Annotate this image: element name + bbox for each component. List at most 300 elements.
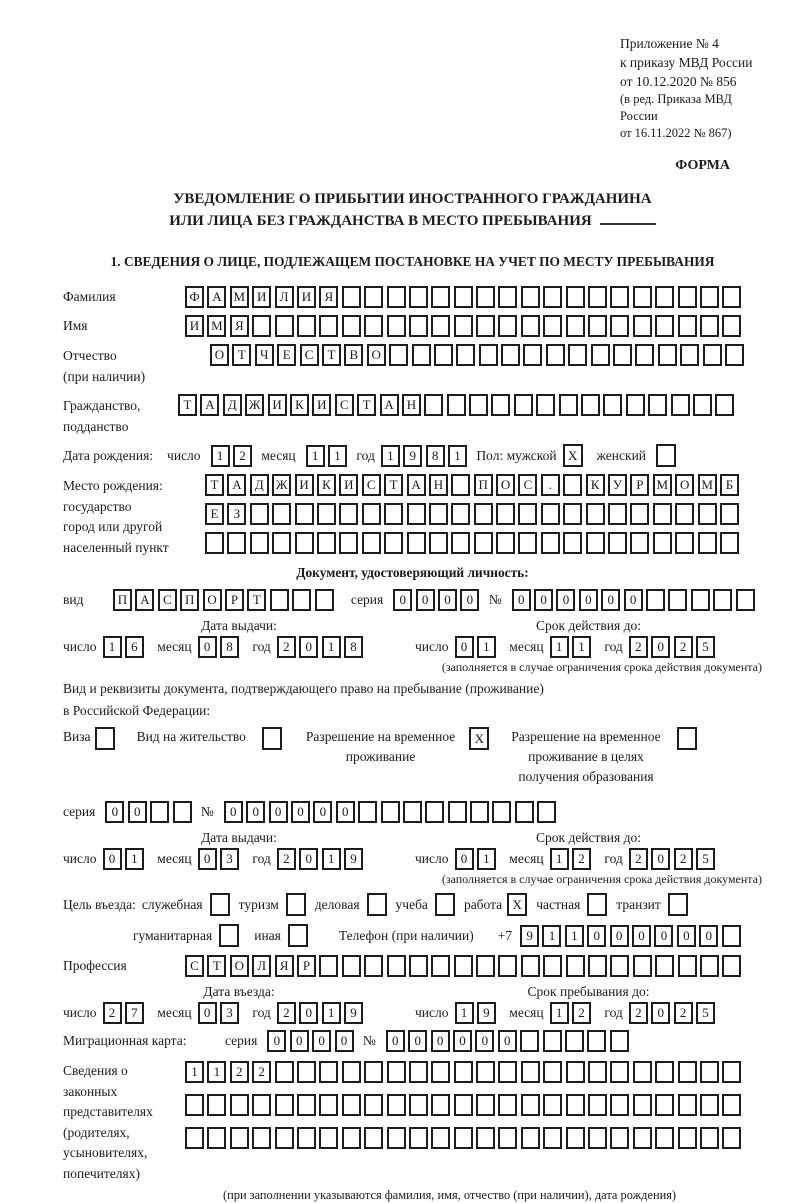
char-cell[interactable] [339, 532, 358, 554]
char-cell[interactable]: П [113, 589, 132, 611]
char-cell[interactable] [387, 1061, 406, 1083]
char-cell[interactable] [566, 1061, 585, 1083]
char-cell[interactable]: О [367, 344, 386, 366]
char-cell[interactable] [646, 589, 665, 611]
char-cell[interactable]: И [312, 394, 331, 416]
char-cell[interactable] [700, 1127, 719, 1149]
char-cell[interactable] [633, 1127, 652, 1149]
char-cell[interactable] [565, 1030, 584, 1052]
char-cell[interactable] [678, 955, 697, 977]
char-cell[interactable]: 1 [477, 848, 496, 870]
char-cell[interactable] [319, 315, 338, 337]
char-cell[interactable]: К [586, 474, 605, 496]
char-cell[interactable] [610, 315, 629, 337]
char-cell[interactable]: 9 [477, 1002, 496, 1024]
char-cell[interactable] [491, 394, 510, 416]
char-cell[interactable] [655, 286, 674, 308]
purpose-transit-checkbox[interactable] [668, 893, 688, 916]
char-cell[interactable] [185, 1094, 204, 1116]
char-cell[interactable] [384, 503, 403, 525]
char-cell[interactable] [454, 1094, 473, 1116]
char-cell[interactable] [295, 503, 314, 525]
char-cell[interactable] [543, 1127, 562, 1149]
char-cell[interactable]: 0 [335, 1030, 354, 1052]
char-cell[interactable]: Р [630, 474, 649, 496]
char-cell[interactable]: У [608, 474, 627, 496]
char-cell[interactable]: Л [252, 955, 271, 977]
char-cell[interactable] [409, 315, 428, 337]
char-cell[interactable]: 0 [651, 848, 670, 870]
char-cell[interactable]: 0 [453, 1030, 472, 1052]
char-cell[interactable] [230, 1127, 249, 1149]
char-cell[interactable]: О [210, 344, 229, 366]
char-cell[interactable]: 0 [498, 1030, 517, 1052]
char-cell[interactable]: А [207, 286, 226, 308]
char-cell[interactable] [591, 344, 610, 366]
char-cell[interactable]: Т [232, 344, 251, 366]
char-cell[interactable] [725, 344, 744, 366]
char-cell[interactable] [496, 532, 515, 554]
char-cell[interactable]: 0 [299, 1002, 318, 1024]
char-cell[interactable]: М [230, 286, 249, 308]
char-cell[interactable]: Т [357, 394, 376, 416]
char-cell[interactable] [479, 344, 498, 366]
char-cell[interactable]: И [185, 315, 204, 337]
char-cell[interactable] [498, 315, 517, 337]
char-cell[interactable] [698, 532, 717, 554]
char-cell[interactable] [566, 286, 585, 308]
char-cell[interactable]: 1 [565, 925, 584, 947]
char-cell[interactable] [381, 801, 400, 823]
char-cell[interactable]: 1 [322, 1002, 341, 1024]
char-cell[interactable] [476, 1094, 495, 1116]
char-cell[interactable]: 1 [207, 1061, 226, 1083]
char-cell[interactable] [541, 503, 560, 525]
char-cell[interactable] [431, 955, 450, 977]
char-cell[interactable] [563, 474, 582, 496]
char-cell[interactable] [207, 1127, 226, 1149]
purpose-other-checkbox[interactable] [288, 924, 308, 947]
char-cell[interactable]: 1 [322, 636, 341, 658]
char-cell[interactable]: 2 [629, 848, 648, 870]
char-cell[interactable]: А [407, 474, 426, 496]
char-cell[interactable]: К [317, 474, 336, 496]
char-cell[interactable] [364, 955, 383, 977]
char-cell[interactable] [703, 344, 722, 366]
char-cell[interactable] [498, 955, 517, 977]
char-cell[interactable] [270, 589, 289, 611]
char-cell[interactable] [678, 286, 697, 308]
char-cell[interactable] [518, 503, 537, 525]
char-cell[interactable] [250, 532, 269, 554]
char-cell[interactable] [586, 503, 605, 525]
char-cell[interactable] [671, 394, 690, 416]
char-cell[interactable]: Е [277, 344, 296, 366]
char-cell[interactable]: Я [319, 286, 338, 308]
char-cell[interactable] [476, 286, 495, 308]
char-cell[interactable]: 9 [344, 848, 363, 870]
char-cell[interactable] [722, 286, 741, 308]
char-cell[interactable]: 1 [572, 636, 591, 658]
char-cell[interactable]: А [227, 474, 246, 496]
char-cell[interactable] [454, 315, 473, 337]
char-cell[interactable] [451, 532, 470, 554]
char-cell[interactable] [588, 315, 607, 337]
char-cell[interactable] [297, 1127, 316, 1149]
char-cell[interactable] [207, 1094, 226, 1116]
char-cell[interactable] [492, 801, 511, 823]
char-cell[interactable] [496, 503, 515, 525]
char-cell[interactable] [559, 394, 578, 416]
char-cell[interactable]: 0 [312, 1030, 331, 1052]
char-cell[interactable]: 1 [211, 445, 230, 467]
char-cell[interactable] [515, 801, 534, 823]
char-cell[interactable]: 0 [438, 589, 457, 611]
char-cell[interactable]: 0 [198, 1002, 217, 1024]
char-cell[interactable]: И [297, 286, 316, 308]
char-cell[interactable] [610, 286, 629, 308]
char-cell[interactable]: 1 [542, 925, 561, 947]
char-cell[interactable]: С [362, 474, 381, 496]
char-cell[interactable] [543, 955, 562, 977]
char-cell[interactable] [403, 801, 422, 823]
purpose-study-checkbox[interactable] [435, 893, 455, 916]
char-cell[interactable] [292, 589, 311, 611]
char-cell[interactable] [454, 1127, 473, 1149]
char-cell[interactable] [521, 1061, 540, 1083]
char-cell[interactable]: 1 [550, 636, 569, 658]
char-cell[interactable]: 1 [455, 1002, 474, 1024]
char-cell[interactable]: 1 [125, 848, 144, 870]
char-cell[interactable] [700, 1061, 719, 1083]
char-cell[interactable]: 0 [290, 1030, 309, 1052]
char-cell[interactable] [648, 394, 667, 416]
char-cell[interactable] [678, 1061, 697, 1083]
temp-permit-checkbox[interactable]: X [469, 727, 489, 750]
char-cell[interactable]: 1 [185, 1061, 204, 1083]
char-cell[interactable]: В [344, 344, 363, 366]
char-cell[interactable]: 8 [220, 636, 239, 658]
char-cell[interactable] [633, 1094, 652, 1116]
char-cell[interactable] [205, 532, 224, 554]
char-cell[interactable] [653, 503, 672, 525]
char-cell[interactable] [501, 344, 520, 366]
char-cell[interactable]: 2 [629, 1002, 648, 1024]
char-cell[interactable] [476, 1127, 495, 1149]
char-cell[interactable]: 2 [572, 848, 591, 870]
char-cell[interactable]: Ч [255, 344, 274, 366]
char-cell[interactable] [613, 344, 632, 366]
char-cell[interactable]: А [200, 394, 219, 416]
char-cell[interactable]: 2 [233, 445, 252, 467]
char-cell[interactable] [384, 532, 403, 554]
char-cell[interactable]: Т [205, 474, 224, 496]
char-cell[interactable] [470, 801, 489, 823]
male-checkbox[interactable]: X [563, 444, 583, 467]
char-cell[interactable] [364, 1061, 383, 1083]
char-cell[interactable] [387, 955, 406, 977]
char-cell[interactable] [387, 286, 406, 308]
char-cell[interactable]: А [380, 394, 399, 416]
char-cell[interactable] [319, 955, 338, 977]
char-cell[interactable]: С [518, 474, 537, 496]
char-cell[interactable]: 0 [651, 1002, 670, 1024]
char-cell[interactable]: 0 [313, 801, 332, 823]
char-cell[interactable]: 0 [579, 589, 598, 611]
char-cell[interactable]: 5 [696, 636, 715, 658]
char-cell[interactable]: З [227, 503, 246, 525]
char-cell[interactable]: 1 [322, 848, 341, 870]
char-cell[interactable] [498, 1127, 517, 1149]
char-cell[interactable]: М [653, 474, 672, 496]
char-cell[interactable] [389, 344, 408, 366]
char-cell[interactable] [173, 801, 192, 823]
char-cell[interactable] [498, 1094, 517, 1116]
char-cell[interactable] [691, 589, 710, 611]
char-cell[interactable] [720, 532, 739, 554]
char-cell[interactable] [518, 532, 537, 554]
char-cell[interactable] [425, 801, 444, 823]
char-cell[interactable]: 0 [224, 801, 243, 823]
char-cell[interactable] [185, 1127, 204, 1149]
char-cell[interactable]: 9 [344, 1002, 363, 1024]
char-cell[interactable]: 3 [220, 1002, 239, 1024]
char-cell[interactable]: 0 [128, 801, 147, 823]
char-cell[interactable]: 0 [455, 636, 474, 658]
char-cell[interactable] [317, 503, 336, 525]
char-cell[interactable] [633, 1061, 652, 1083]
char-cell[interactable]: Л [275, 286, 294, 308]
char-cell[interactable] [678, 1127, 697, 1149]
char-cell[interactable] [655, 1061, 674, 1083]
char-cell[interactable]: 0 [267, 1030, 286, 1052]
char-cell[interactable] [536, 394, 555, 416]
char-cell[interactable] [543, 1094, 562, 1116]
char-cell[interactable]: 1 [448, 445, 467, 467]
char-cell[interactable] [563, 503, 582, 525]
char-cell[interactable] [362, 532, 381, 554]
char-cell[interactable]: 9 [520, 925, 539, 947]
char-cell[interactable] [387, 315, 406, 337]
char-cell[interactable]: Я [275, 955, 294, 977]
char-cell[interactable] [297, 315, 316, 337]
char-cell[interactable] [387, 1094, 406, 1116]
char-cell[interactable]: О [230, 955, 249, 977]
char-cell[interactable] [543, 315, 562, 337]
char-cell[interactable] [521, 315, 540, 337]
char-cell[interactable] [626, 394, 645, 416]
purpose-private-checkbox[interactable] [587, 893, 607, 916]
char-cell[interactable]: 1 [550, 1002, 569, 1024]
char-cell[interactable] [409, 1094, 428, 1116]
char-cell[interactable] [521, 286, 540, 308]
char-cell[interactable] [736, 589, 755, 611]
purpose-commercial-checkbox[interactable] [367, 893, 387, 916]
char-cell[interactable]: 0 [198, 636, 217, 658]
char-cell[interactable]: 0 [699, 925, 718, 947]
char-cell[interactable] [588, 286, 607, 308]
char-cell[interactable] [315, 589, 334, 611]
char-cell[interactable] [498, 1061, 517, 1083]
char-cell[interactable] [722, 955, 741, 977]
char-cell[interactable] [566, 1094, 585, 1116]
char-cell[interactable] [680, 344, 699, 366]
char-cell[interactable] [364, 1127, 383, 1149]
char-cell[interactable]: С [158, 589, 177, 611]
char-cell[interactable] [447, 394, 466, 416]
char-cell[interactable] [603, 394, 622, 416]
char-cell[interactable] [424, 394, 443, 416]
char-cell[interactable] [653, 532, 672, 554]
char-cell[interactable]: Т [178, 394, 197, 416]
char-cell[interactable] [675, 503, 694, 525]
char-cell[interactable]: 2 [277, 1002, 296, 1024]
char-cell[interactable]: 0 [654, 925, 673, 947]
char-cell[interactable] [431, 1127, 450, 1149]
female-checkbox[interactable] [656, 444, 676, 467]
char-cell[interactable]: 1 [328, 445, 347, 467]
char-cell[interactable]: 0 [601, 589, 620, 611]
char-cell[interactable]: 0 [103, 848, 122, 870]
char-cell[interactable] [476, 1061, 495, 1083]
char-cell[interactable] [520, 1030, 539, 1052]
char-cell[interactable] [722, 1094, 741, 1116]
char-cell[interactable]: Т [322, 344, 341, 366]
char-cell[interactable] [722, 925, 741, 947]
char-cell[interactable]: К [290, 394, 309, 416]
char-cell[interactable] [521, 955, 540, 977]
char-cell[interactable]: 0 [651, 636, 670, 658]
char-cell[interactable] [272, 532, 291, 554]
char-cell[interactable]: С [335, 394, 354, 416]
char-cell[interactable]: П [180, 589, 199, 611]
char-cell[interactable]: Т [207, 955, 226, 977]
char-cell[interactable] [713, 589, 732, 611]
char-cell[interactable]: 1 [103, 636, 122, 658]
char-cell[interactable]: Н [402, 394, 421, 416]
char-cell[interactable]: 5 [696, 1002, 715, 1024]
char-cell[interactable] [454, 286, 473, 308]
char-cell[interactable] [633, 955, 652, 977]
char-cell[interactable] [543, 1030, 562, 1052]
char-cell[interactable]: 2 [629, 636, 648, 658]
purpose-humanitarian-checkbox[interactable] [219, 924, 239, 947]
char-cell[interactable]: 1 [477, 636, 496, 658]
char-cell[interactable]: 7 [125, 1002, 144, 1024]
char-cell[interactable] [339, 503, 358, 525]
char-cell[interactable] [521, 1094, 540, 1116]
char-cell[interactable] [610, 1127, 629, 1149]
char-cell[interactable]: Ф [185, 286, 204, 308]
char-cell[interactable]: 6 [125, 636, 144, 658]
char-cell[interactable] [693, 394, 712, 416]
char-cell[interactable]: 0 [386, 1030, 405, 1052]
char-cell[interactable] [448, 801, 467, 823]
char-cell[interactable] [700, 286, 719, 308]
char-cell[interactable] [252, 315, 271, 337]
char-cell[interactable] [227, 532, 246, 554]
char-cell[interactable] [546, 344, 565, 366]
char-cell[interactable]: 0 [677, 925, 696, 947]
char-cell[interactable]: 0 [556, 589, 575, 611]
char-cell[interactable]: 2 [674, 848, 693, 870]
char-cell[interactable]: Р [225, 589, 244, 611]
char-cell[interactable] [581, 394, 600, 416]
char-cell[interactable] [150, 801, 169, 823]
char-cell[interactable]: Д [223, 394, 242, 416]
char-cell[interactable]: И [252, 286, 271, 308]
char-cell[interactable]: 3 [220, 848, 239, 870]
char-cell[interactable] [655, 315, 674, 337]
char-cell[interactable]: А [135, 589, 154, 611]
char-cell[interactable] [295, 532, 314, 554]
char-cell[interactable] [700, 955, 719, 977]
char-cell[interactable] [476, 955, 495, 977]
char-cell[interactable]: Д [250, 474, 269, 496]
char-cell[interactable]: Ж [272, 474, 291, 496]
char-cell[interactable]: 2 [277, 848, 296, 870]
char-cell[interactable] [474, 532, 493, 554]
char-cell[interactable] [655, 1127, 674, 1149]
char-cell[interactable] [720, 503, 739, 525]
char-cell[interactable] [342, 286, 361, 308]
char-cell[interactable] [678, 1094, 697, 1116]
char-cell[interactable] [431, 1094, 450, 1116]
char-cell[interactable] [715, 394, 734, 416]
char-cell[interactable]: 0 [198, 848, 217, 870]
char-cell[interactable]: Т [247, 589, 266, 611]
char-cell[interactable] [364, 286, 383, 308]
char-cell[interactable]: Т [384, 474, 403, 496]
char-cell[interactable] [586, 532, 605, 554]
char-cell[interactable] [342, 315, 361, 337]
char-cell[interactable] [252, 1094, 271, 1116]
char-cell[interactable]: 0 [105, 801, 124, 823]
char-cell[interactable]: 1 [550, 848, 569, 870]
char-cell[interactable] [319, 1061, 338, 1083]
char-cell[interactable]: 5 [696, 848, 715, 870]
char-cell[interactable]: 2 [103, 1002, 122, 1024]
char-cell[interactable]: О [496, 474, 515, 496]
char-cell[interactable] [454, 955, 473, 977]
char-cell[interactable]: С [185, 955, 204, 977]
char-cell[interactable] [588, 1061, 607, 1083]
char-cell[interactable]: 2 [674, 636, 693, 658]
char-cell[interactable]: Е [205, 503, 224, 525]
char-cell[interactable] [429, 503, 448, 525]
char-cell[interactable]: 0 [460, 589, 479, 611]
char-cell[interactable] [610, 955, 629, 977]
char-cell[interactable]: Я [230, 315, 249, 337]
char-cell[interactable] [722, 1061, 741, 1083]
char-cell[interactable] [635, 344, 654, 366]
char-cell[interactable]: 2 [674, 1002, 693, 1024]
char-cell[interactable] [498, 286, 517, 308]
char-cell[interactable] [407, 532, 426, 554]
char-cell[interactable] [630, 532, 649, 554]
char-cell[interactable] [668, 589, 687, 611]
char-cell[interactable] [610, 1094, 629, 1116]
purpose-tourism-checkbox[interactable] [286, 893, 306, 916]
char-cell[interactable] [451, 503, 470, 525]
char-cell[interactable] [722, 1127, 741, 1149]
char-cell[interactable] [698, 503, 717, 525]
char-cell[interactable] [523, 344, 542, 366]
char-cell[interactable] [342, 1094, 361, 1116]
char-cell[interactable] [407, 503, 426, 525]
char-cell[interactable] [409, 286, 428, 308]
char-cell[interactable] [563, 532, 582, 554]
